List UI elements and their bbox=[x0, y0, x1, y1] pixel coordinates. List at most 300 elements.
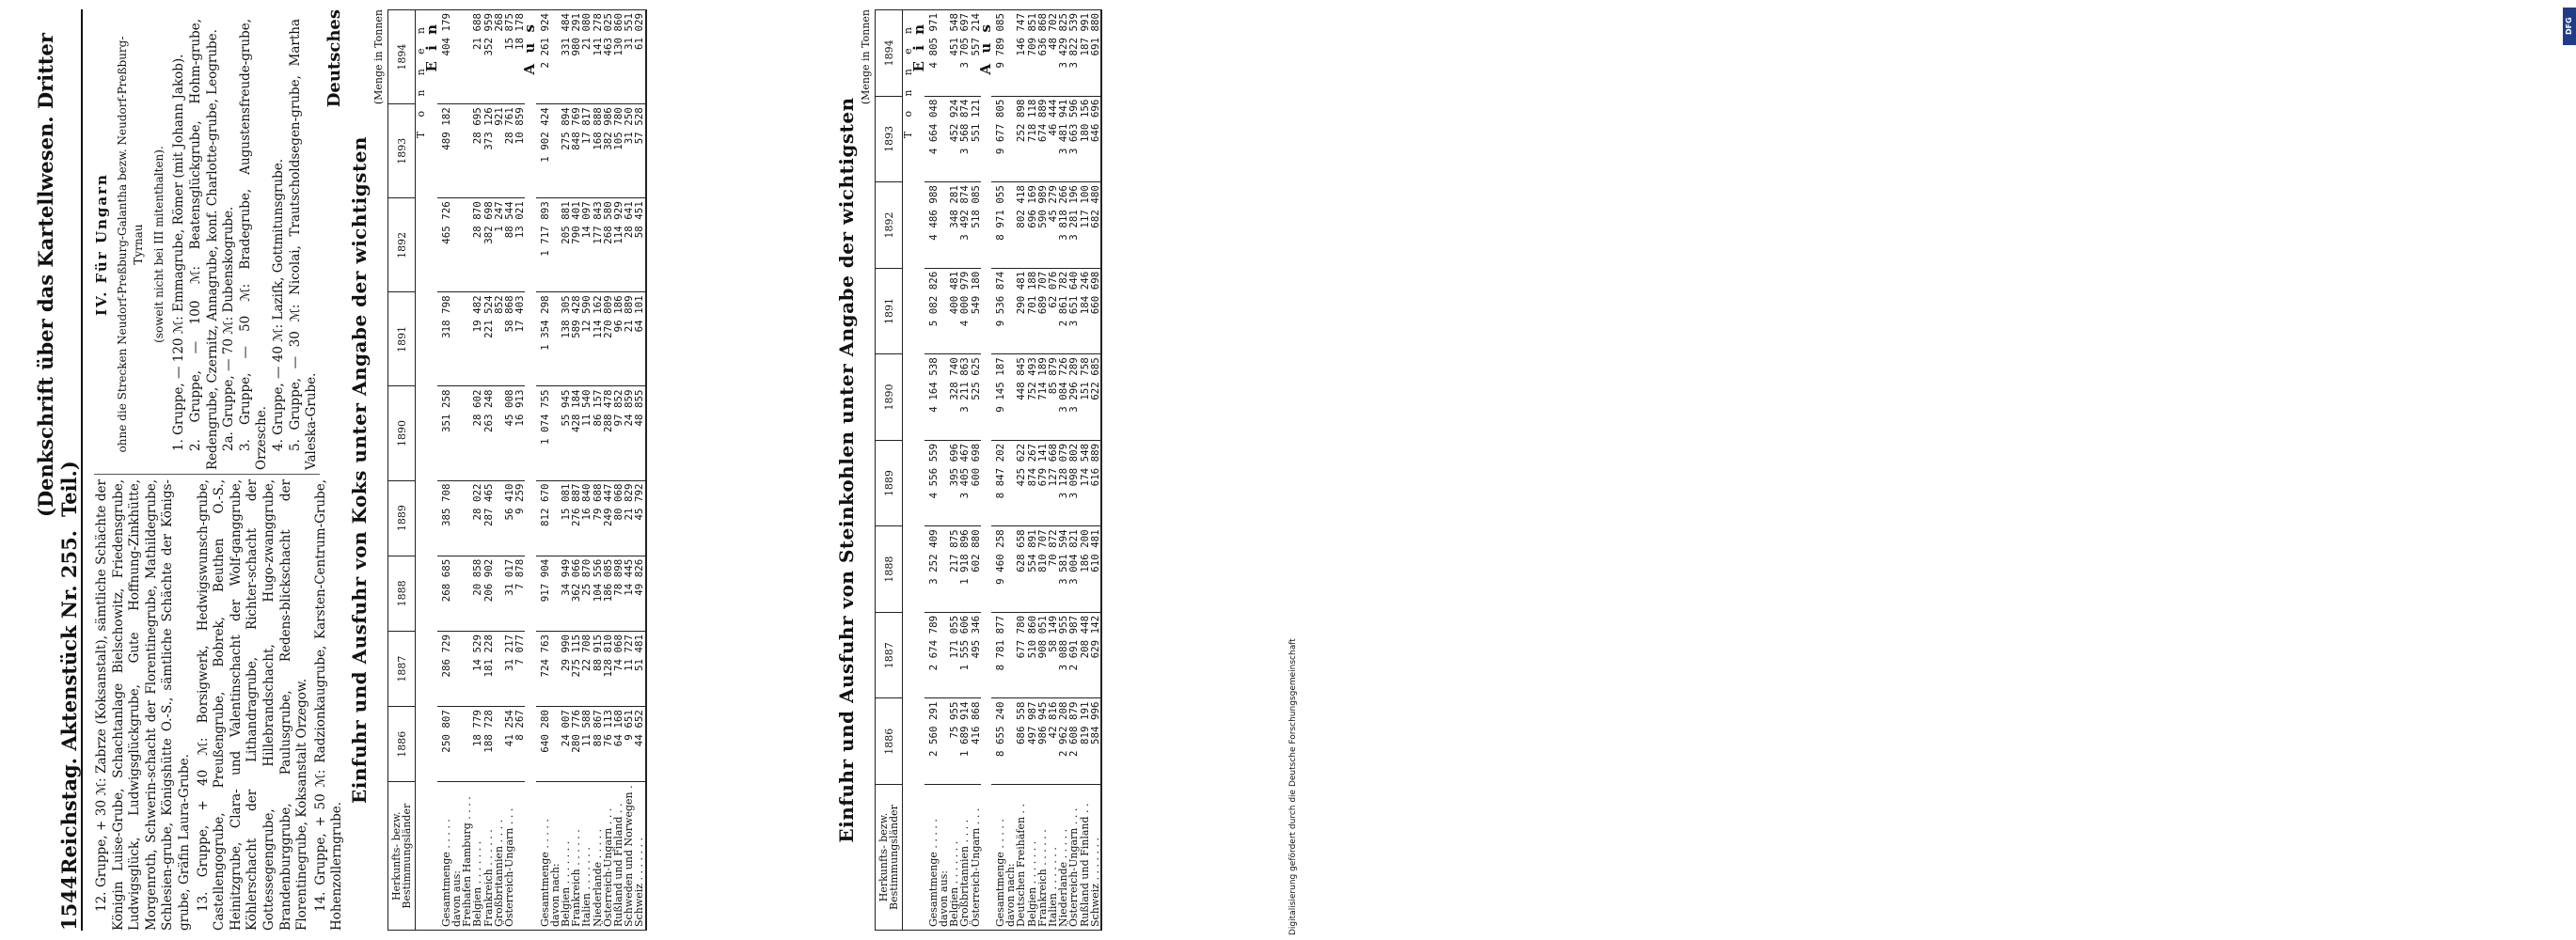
section-subheading: ohne die Strecken Neudorf-Preßburg-Galantha bezw. Neudorf-Preßburg-Tyrnau bbox=[115, 36, 146, 453]
row-label: davon nach: bbox=[550, 782, 561, 931]
table-cell: 3 128 079 bbox=[1058, 440, 1068, 526]
group-line: 3. Gruppe, — 50 ℳ: Bradegrube, Augustensfreude-grube, Orzesche. bbox=[237, 19, 270, 470]
table-row bbox=[494, 10, 504, 931]
column-header-year: 1889 bbox=[876, 440, 903, 526]
table-cell: 187 991 bbox=[1080, 10, 1090, 97]
table-cell: 263 248 bbox=[483, 386, 494, 480]
table-cell: 4 486 988 bbox=[925, 182, 939, 269]
table-cell: 752 493 bbox=[1027, 354, 1037, 441]
row-label: Italien . . . . . . . bbox=[1048, 785, 1058, 931]
group-line: 2. Gruppe, — 100 ℳ: Beatensglückgrube, Hohm-grube, Redengrube, Czernitz, Annagrube, konf. Charlotte-grube, Leogrube. bbox=[187, 19, 220, 470]
row-label: Belgien . . . . . . . bbox=[1027, 785, 1037, 931]
table-cell: 986 945 bbox=[1037, 698, 1048, 785]
table-cell: 74 068 bbox=[613, 631, 624, 706]
table-cell: 551 121 bbox=[971, 96, 981, 182]
table-cell: 85 879 bbox=[1048, 354, 1058, 441]
table-cell: 48 855 bbox=[634, 386, 645, 480]
table-cell: 28 022 bbox=[472, 480, 482, 556]
table-cell: 3 705 697 bbox=[959, 10, 970, 97]
table-cell: 8 267 bbox=[514, 707, 525, 782]
table-cell: 610 481 bbox=[1090, 526, 1101, 613]
table-cell: 3 481 941 bbox=[1058, 96, 1068, 182]
table-cell: 270 809 bbox=[603, 292, 613, 386]
row-label: Rußland und Finland . . bbox=[1080, 785, 1090, 931]
table-cell: 465 726 bbox=[437, 198, 451, 292]
table-cell bbox=[451, 198, 462, 292]
table-cell: 15 875 bbox=[504, 10, 514, 104]
table-cell: 590 989 bbox=[1037, 182, 1048, 269]
table-cell: 373 126 bbox=[483, 104, 494, 198]
table-cell: 206 902 bbox=[483, 556, 494, 631]
table-cell: 636 868 bbox=[1037, 10, 1048, 97]
table-cell: 28 761 bbox=[504, 104, 514, 198]
table-cell: 288 478 bbox=[603, 386, 613, 480]
table-cell: 249 447 bbox=[603, 480, 613, 556]
row-label: Niederlande . . . . . bbox=[593, 782, 603, 931]
table-cell: 276 887 bbox=[571, 480, 581, 556]
table-cell: 1 074 755 bbox=[536, 386, 550, 480]
table-row bbox=[1068, 10, 1079, 931]
table-cell: 20 858 bbox=[472, 556, 482, 631]
table-cell: 848 769 bbox=[571, 104, 581, 198]
table-cell: 44 652 bbox=[634, 707, 645, 782]
table-cell: 696 169 bbox=[1027, 182, 1037, 269]
section-label: E i n bbox=[427, 10, 437, 931]
table-cell: 290 481 bbox=[1016, 268, 1026, 354]
table-cell: 21 688 bbox=[472, 10, 482, 104]
row-label: Österreich-Ungarn . . . bbox=[1068, 785, 1079, 931]
table-cell: 16 913 bbox=[514, 386, 525, 480]
row-label: Österreich-Ungarn . . . bbox=[504, 782, 514, 931]
column-header-year: 1891 bbox=[388, 292, 416, 386]
table-cell: 11 540 bbox=[581, 386, 592, 480]
table-cell: 13 021 bbox=[514, 198, 525, 292]
table-cell: 18 779 bbox=[472, 707, 482, 782]
row-label: Belgien . . . . . . . bbox=[561, 782, 571, 931]
table-cell: 554 891 bbox=[1027, 526, 1037, 613]
table-cell: 16 840 bbox=[581, 480, 592, 556]
table-cell: 275 894 bbox=[561, 104, 571, 198]
table-cell: 9 460 258 bbox=[991, 526, 1005, 613]
group-line: 1. Gruppe, — 120 ℳ: Emmagrube, Römer (mit Johann Jakob). bbox=[171, 54, 187, 451]
table-cell: 208 448 bbox=[1080, 612, 1090, 698]
table-row bbox=[451, 10, 462, 931]
section-label: E i n bbox=[914, 10, 925, 931]
unit-row: T o n n e n bbox=[903, 10, 914, 931]
table-cell: 57 528 bbox=[634, 104, 645, 198]
table-cell: 1 354 298 bbox=[536, 292, 550, 386]
table-cell: 9 651 bbox=[624, 707, 634, 782]
table-cell: 463 025 bbox=[603, 10, 613, 104]
table-cell: 3 568 874 bbox=[959, 96, 970, 182]
table-cell: 45 008 bbox=[504, 386, 514, 480]
steinkohlen-table bbox=[875, 9, 1102, 931]
column-header-year: 1892 bbox=[876, 182, 903, 269]
table-cell: 3 492 874 bbox=[959, 182, 970, 269]
table-cell: 2 962 208 bbox=[1058, 698, 1068, 785]
table-cell: 97 852 bbox=[613, 386, 624, 480]
table-cell: 86 157 bbox=[593, 386, 603, 480]
table-cell: 22 708 bbox=[581, 631, 592, 706]
table-cell: 28 602 bbox=[472, 386, 482, 480]
section-label: A u s bbox=[525, 10, 535, 931]
table-cell: 3 651 640 bbox=[1068, 268, 1079, 354]
table-cell: 602 880 bbox=[971, 526, 981, 613]
table-cell: 497 987 bbox=[1027, 698, 1037, 785]
table-row bbox=[971, 10, 981, 931]
table-cell: 18 178 bbox=[514, 10, 525, 104]
table-cell: 8 847 202 bbox=[991, 440, 1005, 526]
table-row bbox=[472, 10, 482, 931]
table-cell: 385 708 bbox=[437, 480, 451, 556]
table-cell: 127 668 bbox=[1048, 440, 1058, 526]
table-cell bbox=[451, 707, 462, 782]
table-cell: 188 728 bbox=[483, 707, 494, 782]
table-cell: 2 560 291 bbox=[925, 698, 939, 785]
row-label: Niederlande . . . . . bbox=[1058, 785, 1068, 931]
table-cell: 1 918 896 bbox=[959, 526, 970, 613]
koks-table bbox=[387, 9, 647, 931]
table-cell: 395 696 bbox=[949, 440, 959, 526]
table-cell: 21 829 bbox=[624, 480, 634, 556]
table-cell: 2 261 924 bbox=[536, 10, 550, 104]
row-label: Österreich-Ungarn . . . bbox=[603, 782, 613, 931]
steinkohlen-table-unit: (Menge in Tonnen bbox=[860, 9, 872, 105]
table-cell: 510 860 bbox=[1027, 612, 1037, 698]
row-label: Frankreich . . . . . . bbox=[571, 782, 581, 931]
table-cell: 3 429 825 bbox=[1058, 10, 1068, 97]
table-cell: 76 113 bbox=[603, 707, 613, 782]
row-label: Großbritannien . . . . bbox=[494, 782, 504, 931]
right-text-column bbox=[94, 19, 321, 470]
table-cell: 46 444 bbox=[1048, 96, 1058, 182]
table-cell: 128 810 bbox=[603, 631, 613, 706]
table-cell: 24 007 bbox=[561, 707, 571, 782]
table-cell: 9 536 874 bbox=[991, 268, 1005, 354]
table-cell: 917 904 bbox=[536, 556, 550, 631]
table-cell: 31 217 bbox=[504, 631, 514, 706]
table-cell bbox=[451, 292, 462, 386]
table-cell bbox=[451, 10, 462, 104]
table-row bbox=[624, 10, 634, 931]
table-cell: 17 403 bbox=[514, 292, 525, 386]
column-header-year: 1894 bbox=[388, 10, 416, 104]
table-cell: 174 548 bbox=[1080, 440, 1090, 526]
table-cell: 7 077 bbox=[514, 631, 525, 706]
table-cell: 495 346 bbox=[971, 612, 981, 698]
table-cell: 525 625 bbox=[971, 354, 981, 441]
table-row bbox=[462, 10, 472, 931]
unit-row: T o n n e n bbox=[416, 10, 427, 931]
table-cell: 1 555 606 bbox=[959, 612, 970, 698]
page-header bbox=[34, 9, 83, 931]
steinkohlen-table-title: Einfuhr und Ausfuhr von Steinkohlen unter Angabe der wichtigsten bbox=[835, 97, 858, 843]
table-cell: 701 188 bbox=[1027, 268, 1037, 354]
row-label: Österreich-Ungarn . . . bbox=[971, 785, 981, 931]
table-cell: 2 674 789 bbox=[925, 612, 939, 698]
table-cell bbox=[451, 386, 462, 480]
table-cell: 2 691 987 bbox=[1068, 612, 1079, 698]
table-cell: 404 179 bbox=[437, 10, 451, 104]
column-header-year: 1893 bbox=[876, 96, 903, 182]
table-row bbox=[1090, 10, 1101, 931]
table-cell: 12 590 bbox=[581, 292, 592, 386]
table-cell: 96 186 bbox=[613, 292, 624, 386]
table-cell: 628 658 bbox=[1016, 526, 1026, 613]
table-cell: 31 017 bbox=[504, 556, 514, 631]
column-header-year: 1894 bbox=[876, 10, 903, 97]
table-cell: 205 881 bbox=[561, 198, 571, 292]
paragraph-group-13: 13. Gruppe, + 40 ℳ: Borsigwerk, Hedwigswunsch-grube, Castellengogrube, Preußengrube, Bobrek, Beuthen O.-S., Heinitzgrube, Clara- und Valentinschacht der Wolf-ganggrube, Köhlerschacht der Lithandragrube, Richter-schacht der Gottessegengrube, Hillebrandschacht, Hugo-zwanggrube, Brandenburggrube, Paulusgrube, Redens-blickschacht der Florentinegrube, Koksanstalt Orzegow. bbox=[195, 479, 310, 931]
table-cell: 181 228 bbox=[483, 631, 494, 706]
table-cell: 75 955 bbox=[949, 698, 959, 785]
table-cell: 686 558 bbox=[1016, 698, 1026, 785]
table-cell: 275 115 bbox=[571, 631, 581, 706]
table-row bbox=[536, 10, 550, 931]
table-cell: 10 859 bbox=[514, 104, 525, 198]
table-cell: 3 663 596 bbox=[1068, 96, 1079, 182]
table-row bbox=[581, 10, 592, 931]
table-cell: 3 405 467 bbox=[959, 440, 970, 526]
table-cell: 852 bbox=[494, 292, 504, 386]
table-cell: 24 859 bbox=[624, 386, 634, 480]
table-row bbox=[514, 10, 525, 931]
table-row bbox=[1016, 10, 1026, 931]
table-cell bbox=[451, 556, 462, 631]
table-cell: 45 279 bbox=[1048, 182, 1058, 269]
table-cell: 318 798 bbox=[437, 292, 451, 386]
column-header-year: 1890 bbox=[388, 386, 416, 480]
table-cell: 812 670 bbox=[536, 480, 550, 556]
table-row bbox=[504, 10, 514, 931]
column-header-year: 1887 bbox=[388, 631, 416, 706]
row-label: davon aus: bbox=[451, 782, 462, 931]
table-cell: 268 bbox=[494, 10, 504, 104]
table-cell: 3 004 821 bbox=[1068, 526, 1079, 613]
table-cell: 29 990 bbox=[561, 631, 571, 706]
row-label: Belgien . . . . . . . bbox=[949, 785, 959, 931]
row-label: Schweiz . . . . . . . bbox=[1090, 785, 1101, 931]
table-cell: 171 055 bbox=[949, 612, 959, 698]
table-cell: 186 085 bbox=[603, 556, 613, 631]
table-cell: 168 888 bbox=[593, 104, 603, 198]
table-cell: 9 145 187 bbox=[991, 354, 1005, 441]
table-cell: 724 763 bbox=[536, 631, 550, 706]
table-cell: 8 655 240 bbox=[991, 698, 1005, 785]
column-header-year: 1890 bbox=[876, 354, 903, 441]
table-cell: 1 902 424 bbox=[536, 104, 550, 198]
table-cell: 180 156 bbox=[1080, 96, 1090, 182]
table-cell: 616 889 bbox=[1090, 440, 1101, 526]
table-cell: 452 924 bbox=[949, 96, 959, 182]
table-cell: 382 986 bbox=[603, 104, 613, 198]
table-cell: 138 305 bbox=[561, 292, 571, 386]
table-cell: 79 688 bbox=[593, 480, 603, 556]
table-cell: 287 465 bbox=[483, 480, 494, 556]
table-cell: 416 868 bbox=[971, 698, 981, 785]
table-cell: 640 280 bbox=[536, 707, 550, 782]
table-cell: 55 945 bbox=[561, 386, 571, 480]
table-cell: 4 000 979 bbox=[959, 268, 970, 354]
table-cell: 28 870 bbox=[472, 198, 482, 292]
table-cell: 679 141 bbox=[1037, 440, 1048, 526]
table-cell: 348 281 bbox=[949, 182, 959, 269]
table-cell: 362 066 bbox=[571, 556, 581, 631]
row-label: Gesamtmenge . . . . . bbox=[536, 782, 550, 931]
table-cell bbox=[451, 104, 462, 198]
table-cell: 42 816 bbox=[1048, 698, 1058, 785]
table-cell: 584 996 bbox=[1090, 698, 1101, 785]
table-cell: 3 098 802 bbox=[1068, 440, 1079, 526]
table-cell: 11 727 bbox=[624, 631, 634, 706]
table-row bbox=[991, 10, 1005, 931]
table-cell: 25 870 bbox=[581, 556, 592, 631]
table-cell: 802 418 bbox=[1016, 182, 1026, 269]
table-cell: 9 259 bbox=[514, 480, 525, 556]
table-cell: 3 281 196 bbox=[1068, 182, 1079, 269]
table-cell: 328 740 bbox=[949, 354, 959, 441]
row-label: Rußland und Finland . . bbox=[613, 782, 624, 931]
table-cell: 15 081 bbox=[561, 480, 571, 556]
paragraph-group-12: 12. Gruppe, + 30 ℳ: Zabrze (Koksanstalt), sämtliche Schächte der Königin Luise-Grube, Schachtanlage Bielschowitz, Friedensgrube, Ludwigsglück, Ludwigsglückgrube, Gute Hoffnung-Zinkhütte, Morgenroth, Schwerin-schacht der Florentinegrube, Mathildegrube, Schlesien-grube, Königshütte O.-S., sämtliche Schächte der Königs-grube, Gräfin Laura-Grube. bbox=[94, 479, 192, 931]
table-cell: 3 818 266 bbox=[1058, 182, 1068, 269]
table-cell: 677 780 bbox=[1016, 612, 1026, 698]
table-cell: 28 641 bbox=[624, 198, 634, 292]
column-header-year: 1886 bbox=[388, 707, 416, 782]
paragraph-group-14: 14. Gruppe, + 50 ℳ: Radzionkaugrube, Karsten-Centrum-Grube, Hohenzollerngrube. bbox=[312, 479, 345, 931]
table-cell: 64 101 bbox=[634, 292, 645, 386]
row-label bbox=[514, 782, 525, 931]
table-cell: 88 867 bbox=[593, 707, 603, 782]
table-cell: 691 880 bbox=[1090, 10, 1101, 97]
table-cell: 3 581 594 bbox=[1058, 526, 1068, 613]
table-cell: 268 685 bbox=[437, 556, 451, 631]
table-cell: 268 580 bbox=[603, 198, 613, 292]
table-cell: 58 149 bbox=[1048, 612, 1058, 698]
table-cell: 790 401 bbox=[571, 198, 581, 292]
column-divider bbox=[94, 474, 320, 475]
table-cell: 8 971 055 bbox=[991, 182, 1005, 269]
section-note: (soweit nicht bei III mitenthalten). bbox=[151, 146, 166, 343]
group-line: 2a. Gruppe, — 70 ℳ: Dubenskogrube. bbox=[221, 206, 237, 451]
table-cell: 489 182 bbox=[437, 104, 451, 198]
table-cell: 186 200 bbox=[1080, 526, 1090, 613]
row-label: Schweiz . . . . . . . bbox=[634, 782, 645, 931]
column-header-year: 1891 bbox=[876, 268, 903, 354]
table-cell: 351 258 bbox=[437, 386, 451, 480]
table-cell: 400 481 bbox=[949, 268, 959, 354]
table-cell: 184 246 bbox=[1080, 268, 1090, 354]
table-cell: 709 851 bbox=[1027, 10, 1037, 97]
table-cell: 48 702 bbox=[1048, 10, 1058, 97]
column-header-year: 1892 bbox=[388, 198, 416, 292]
row-label: Großbritannien . . . . bbox=[959, 785, 970, 931]
table-cell: 622 685 bbox=[1090, 354, 1101, 441]
table-cell: 17 817 bbox=[581, 104, 592, 198]
table-cell: 31 250 bbox=[624, 104, 634, 198]
table-cell bbox=[451, 480, 462, 556]
table-cell: 3 088 955 bbox=[1058, 612, 1068, 698]
section-heading-ungarn: IV. Für Ungarn bbox=[93, 173, 110, 316]
table-cell: 629 142 bbox=[1090, 612, 1101, 698]
table-row bbox=[437, 10, 451, 931]
table-row bbox=[634, 10, 645, 931]
table-cell: 130 860 bbox=[613, 10, 624, 104]
table-cell: 14 529 bbox=[472, 631, 482, 706]
table-cell: 921 bbox=[494, 104, 504, 198]
table-cell: 80 068 bbox=[613, 480, 624, 556]
table-cell: 56 410 bbox=[504, 480, 514, 556]
table-cell: 9 789 085 bbox=[991, 10, 1005, 97]
deutsches-heading: Deutsches bbox=[324, 9, 344, 108]
table-cell: 177 843 bbox=[593, 198, 603, 292]
table-cell: 221 524 bbox=[483, 292, 494, 386]
table-cell: 3 211 863 bbox=[959, 354, 970, 441]
table-cell: 518 085 bbox=[971, 182, 981, 269]
table-cell: 874 267 bbox=[1027, 440, 1037, 526]
table-cell: 646 696 bbox=[1090, 96, 1101, 182]
row-label: Gesamtmenge . . . . . bbox=[925, 785, 939, 931]
table-cell: 718 118 bbox=[1027, 96, 1037, 182]
table-cell: 600 698 bbox=[971, 440, 981, 526]
table-cell: 114 162 bbox=[593, 292, 603, 386]
table-cell: 810 707 bbox=[1037, 526, 1048, 613]
table-cell: 252 898 bbox=[1016, 96, 1026, 182]
table-cell: 28 695 bbox=[472, 104, 482, 198]
table-cell: 78 898 bbox=[613, 556, 624, 631]
table-cell: 105 780 bbox=[613, 104, 624, 198]
table-cell: 62 076 bbox=[1048, 268, 1058, 354]
table-cell: 250 807 bbox=[437, 707, 451, 782]
group-line: 5. Gruppe, — 30 ℳ: Nicolai, Trautscholdsegen-grube, Martha Valeska-Grube. bbox=[287, 19, 320, 470]
table-cell: 88 915 bbox=[593, 631, 603, 706]
table-cell: 104 556 bbox=[593, 556, 603, 631]
left-text-column bbox=[94, 479, 346, 931]
table-cell: 3 822 539 bbox=[1068, 10, 1079, 97]
column-header-year: 1889 bbox=[388, 480, 416, 556]
table-cell: 70 872 bbox=[1048, 526, 1058, 613]
table-cell: 425 622 bbox=[1016, 440, 1026, 526]
table-cell: 908 051 bbox=[1037, 612, 1048, 698]
table-cell: 58 451 bbox=[634, 198, 645, 292]
table-cell: 31 551 bbox=[624, 10, 634, 104]
column-header-countries: Herkunfts- bezw. Bestimmungsländer bbox=[876, 785, 903, 931]
table-cell: 11 588 bbox=[581, 707, 592, 782]
table-cell: 14 097 bbox=[581, 198, 592, 292]
table-cell: 1 247 bbox=[494, 198, 504, 292]
row-label: Freihafen Hamburg . . . . bbox=[462, 782, 472, 931]
table-cell: 4 664 048 bbox=[925, 96, 939, 182]
table-cell: 980 291 bbox=[571, 10, 581, 104]
table-cell: 34 949 bbox=[561, 556, 571, 631]
table-cell: 21 889 bbox=[624, 292, 634, 386]
koks-table-title: Einfuhr und Ausfuhr von Koks unter Angabe der wichtigsten bbox=[348, 136, 371, 804]
group-line: 4. Gruppe, — 40 ℳ: Laziſk, Gottmitunsgrube. bbox=[270, 158, 286, 451]
table-cell: 331 484 bbox=[561, 10, 571, 104]
table-cell: 114 929 bbox=[613, 198, 624, 292]
page-number: 1544 bbox=[57, 875, 81, 931]
table-cell: 117 100 bbox=[1080, 182, 1090, 269]
table-cell: 674 889 bbox=[1037, 96, 1048, 182]
row-label: Gesamtmenge . . . . . bbox=[991, 785, 1005, 931]
table-cell: 2 608 879 bbox=[1068, 698, 1079, 785]
table-cell: 2 861 782 bbox=[1058, 268, 1068, 354]
table-cell: 549 180 bbox=[971, 268, 981, 354]
table-cell: 714 189 bbox=[1037, 354, 1048, 441]
row-label: Frankreich . . . . . . bbox=[1037, 785, 1048, 931]
column-header-year: 1887 bbox=[876, 612, 903, 698]
table-cell: 448 845 bbox=[1016, 354, 1026, 441]
